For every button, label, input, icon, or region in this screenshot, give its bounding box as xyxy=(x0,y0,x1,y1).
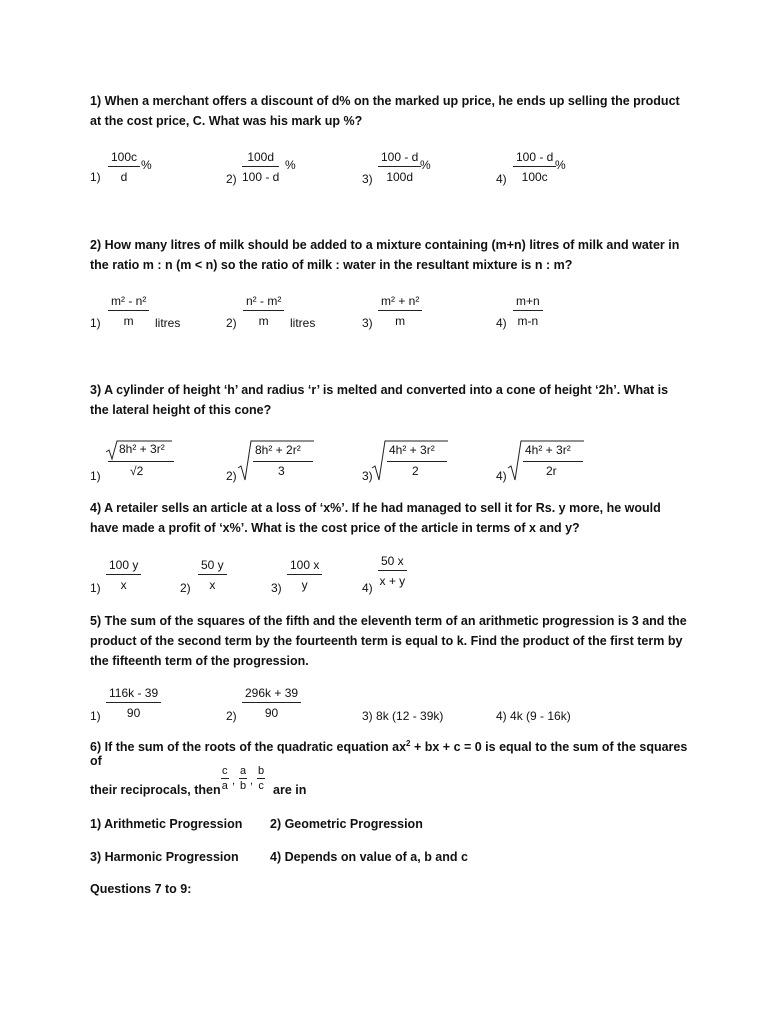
q4-option-2-numerator: 50 y xyxy=(198,558,227,575)
q4-option-2-label: 2) xyxy=(180,581,191,595)
q4-option-4-label: 4) xyxy=(362,581,373,595)
q1-option-3-label: 3) xyxy=(362,172,373,186)
q1-option-4-numerator: 100 - d xyxy=(513,150,556,167)
q3-option-1-expression xyxy=(106,440,176,484)
q2-option-3-label: 3) xyxy=(362,316,373,330)
q2-option-1-unit: litres xyxy=(155,316,181,330)
question-2 xyxy=(90,235,690,275)
q2-option-4-numerator: m+n xyxy=(513,294,543,311)
q6-option-1: 1) Arithmetic Progression xyxy=(90,817,243,831)
q5-option-1-label: 1) xyxy=(90,709,101,723)
q4-option-1-label: 1) xyxy=(90,581,101,595)
question-1 xyxy=(90,91,690,131)
q3-option-1-numerator: 8h² + 3r² xyxy=(119,442,165,456)
q3-option-4-expression xyxy=(508,440,588,484)
q1-option-4-fraction xyxy=(513,150,556,184)
question-5 xyxy=(90,611,690,671)
question-6-line-2-end: are in xyxy=(273,783,307,797)
question-3-text: A cylinder of height ‘h’ and radius ‘r’ is melted and converted into a cone of height ‘2h’. What is the lateral height of this cone? xyxy=(90,383,669,417)
q6-inline-fraction-3-numerator: b xyxy=(258,765,265,777)
q5-option-4 xyxy=(496,709,571,723)
q4-option-4-numerator: 50 x xyxy=(378,554,407,571)
q2-option-1-label: 1) xyxy=(90,316,101,330)
question-4-text: A retailer sells an article at a loss of ‘x%’. If he had managed to sell it for Rs. y more, he would have made a profit of ‘x%’. What is the cost price of the article in terms of x and y? xyxy=(90,501,661,535)
q3-option-2-numerator: 8h² + 2r² xyxy=(255,443,301,457)
question-4 xyxy=(90,498,690,538)
q5-option-2-denominator: 90 xyxy=(264,706,279,720)
q2-option-2-numerator: n² - m² xyxy=(243,294,284,311)
question-6-text-part1: If the sum of the roots of the quadratic equation ax xyxy=(104,740,407,755)
fraction-bar xyxy=(108,461,174,462)
q5-option-1-numerator: 116k - 39 xyxy=(106,686,161,703)
q2-option-2-denominator: m xyxy=(258,314,269,328)
q6-inline-fraction-2-denominator: b xyxy=(240,780,247,792)
q1-option-2-suffix: % xyxy=(285,158,296,172)
q1-option-3-fraction xyxy=(378,150,421,184)
q3-option-3-numerator: 4h² + 3r² xyxy=(389,443,435,457)
q2-option-3-denominator: m xyxy=(395,314,406,328)
q2-option-2-fraction xyxy=(243,294,284,328)
q3-option-4-denominator: 2r xyxy=(546,464,557,478)
q3-option-3-expression xyxy=(372,440,452,484)
q5-option-1-denominator: 90 xyxy=(126,706,141,720)
q1-option-2-label: 2) xyxy=(226,172,237,186)
question-1-text: When a merchant offers a discount of d% on the marked up price, he ends up selling the product at the cost price, C. What was his mark up %? xyxy=(90,94,680,128)
q1-option-1-fraction xyxy=(108,150,140,184)
q5-option-3-text: 8k (12 - 39k) xyxy=(376,709,444,723)
q5-option-2-fraction xyxy=(242,686,301,720)
q2-option-3-fraction xyxy=(378,294,422,328)
question-1-number: 1) xyxy=(90,94,102,108)
question-4-number: 4) xyxy=(90,501,102,515)
q2-option-3-numerator: m² + n² xyxy=(378,294,422,311)
fraction-bar xyxy=(253,461,313,462)
q6-inline-fraction-1-numerator: c xyxy=(222,765,228,777)
q6-inline-fraction-1 xyxy=(221,765,229,792)
section-heading: Questions 7 to 9: xyxy=(90,882,192,896)
q6-option-4: 4) Depends on value of a, b and c xyxy=(270,850,468,864)
q2-option-4-fraction xyxy=(513,294,543,328)
q1-option-2-denominator: 100 - d xyxy=(242,170,280,184)
question-5-text: The sum of the squares of the fifth and the eleventh term of an arithmetic progression is 3 and the product of the second term by the fourteenth term is equal to k. Find the product of the first term by the fifteenth term of the progression. xyxy=(90,614,687,668)
q6-separator-2: , xyxy=(250,775,254,787)
q4-option-1-denominator: x xyxy=(120,578,127,592)
question-2-text: How many litres of milk should be added to a mixture containing (m+n) litres of milk and water in the ratio m : n (m < n) so the ratio of milk : water in the resultant mixture is n : m? xyxy=(90,238,680,272)
question-3 xyxy=(90,380,690,420)
q4-option-3-fraction xyxy=(287,558,322,592)
q5-option-2-label: 2) xyxy=(226,709,237,723)
q6-inline-fraction-2-numerator: a xyxy=(240,765,247,777)
q3-option-2-expression xyxy=(238,440,318,484)
question-5-number: 5) xyxy=(90,614,102,628)
q1-option-1-label: 1) xyxy=(90,170,101,184)
q2-option-1-denominator: m xyxy=(123,314,134,328)
q4-option-3-denominator: y xyxy=(301,578,308,592)
q1-option-3-denominator: 100d xyxy=(386,170,414,184)
q1-option-1-denominator: d xyxy=(120,170,128,184)
fraction-bar xyxy=(523,461,583,462)
q1-option-3-suffix: % xyxy=(420,158,431,172)
q4-option-2-fraction xyxy=(198,558,227,592)
q1-option-4-suffix: % xyxy=(555,158,566,172)
q3-option-1-label: 1) xyxy=(90,469,101,483)
q3-option-2-denominator: 3 xyxy=(278,464,285,478)
q3-option-3-label: 3) xyxy=(362,469,373,483)
q1-option-1-numerator: 100c xyxy=(108,150,140,167)
q4-option-4-fraction xyxy=(378,554,407,588)
q2-option-4-denominator: m-n xyxy=(517,314,539,328)
q6-inline-fraction-3 xyxy=(257,765,265,792)
q4-option-4-denominator: x + y xyxy=(379,574,406,588)
question-3-number: 3) xyxy=(90,383,102,397)
q6-inline-fraction-3-denominator: c xyxy=(258,780,264,792)
q3-option-4-label: 4) xyxy=(496,469,507,483)
q4-option-2-denominator: x xyxy=(209,578,216,592)
question-6-exponent: 2 xyxy=(406,739,411,748)
q2-option-2-unit: litres xyxy=(290,316,316,330)
q1-option-2-fraction xyxy=(242,150,279,184)
q1-option-3-numerator: 100 - d xyxy=(378,150,421,167)
q3-option-2-label: 2) xyxy=(226,469,237,483)
q3-option-3-denominator: 2 xyxy=(412,464,419,478)
q3-option-4-numerator: 4h² + 3r² xyxy=(525,443,571,457)
q3-option-1-denominator: √2 xyxy=(130,464,144,478)
q4-option-1-fraction xyxy=(106,558,141,592)
q5-option-3 xyxy=(362,709,443,723)
q1-option-1-suffix: % xyxy=(141,158,152,172)
q5-option-2-numerator: 296k + 39 xyxy=(242,686,301,703)
q5-option-4-label: 4) xyxy=(496,709,507,723)
q6-option-3: 3) Harmonic Progression xyxy=(90,850,239,864)
q2-option-1-fraction xyxy=(108,294,149,328)
q6-option-2: 2) Geometric Progression xyxy=(270,817,423,831)
q6-inline-fraction-1-denominator: a xyxy=(221,780,228,792)
q5-option-1-fraction xyxy=(106,686,161,720)
q6-separator-1: , xyxy=(232,775,236,787)
q5-option-4-text: 4k (9 - 16k) xyxy=(510,709,571,723)
question-6-number: 6) xyxy=(90,740,102,755)
q1-option-4-denominator: 100c xyxy=(521,170,548,184)
q2-option-1-numerator: m² - n² xyxy=(108,294,149,311)
question-2-number: 2) xyxy=(90,238,102,252)
q4-option-3-label: 3) xyxy=(271,581,282,595)
q4-option-1-numerator: 100 y xyxy=(106,558,141,575)
q2-option-4-label: 4) xyxy=(496,316,507,330)
question-6-line-1 xyxy=(90,739,690,768)
q1-option-4-label: 4) xyxy=(496,172,507,186)
q5-option-3-label: 3) xyxy=(362,709,373,723)
question-6-text-part2: + bx + c = 0 is equal to the sum of the squares of xyxy=(90,740,688,769)
question-6-line-2-start: their reciprocals, then xyxy=(90,783,221,797)
q4-option-3-numerator: 100 x xyxy=(287,558,322,575)
q2-option-2-label: 2) xyxy=(226,316,237,330)
q1-option-2-numerator: 100d xyxy=(242,150,279,167)
fraction-bar xyxy=(387,461,447,462)
q6-inline-fraction-2 xyxy=(239,765,247,792)
